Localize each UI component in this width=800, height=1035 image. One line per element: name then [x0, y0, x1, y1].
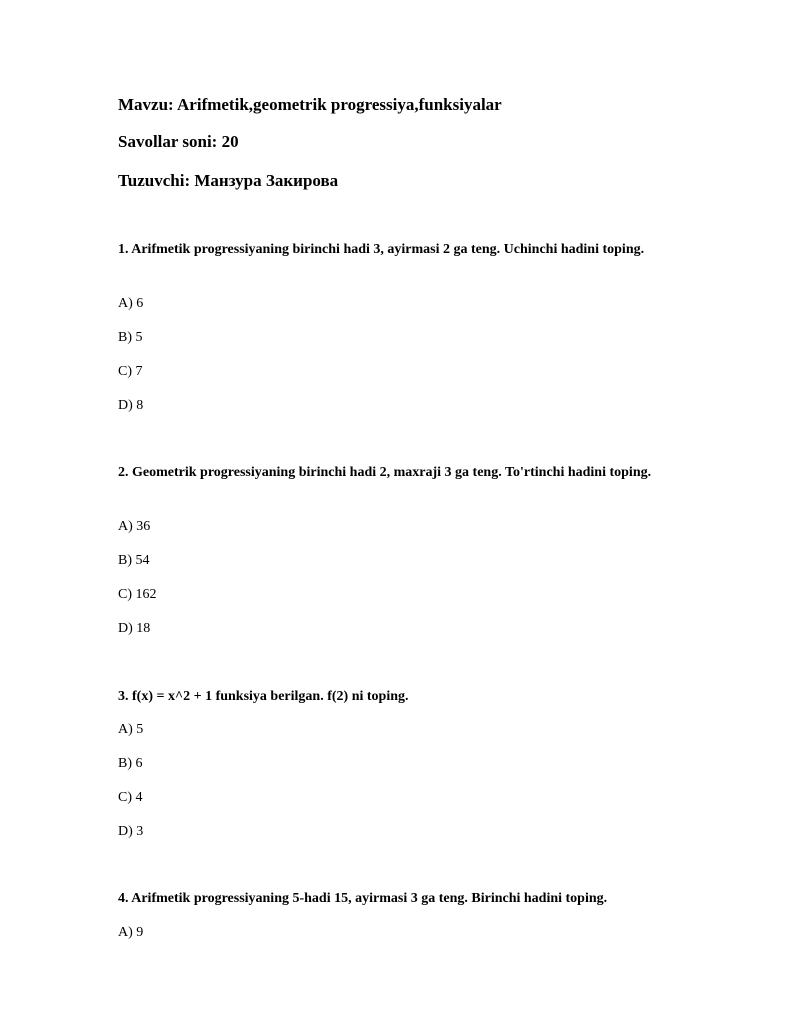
document-page: [118, 0, 678, 1035]
question-3-option-b: B) 6: [118, 756, 143, 771]
question-3-option-a: A) 5: [118, 722, 144, 737]
question-2-option-d: D) 18: [118, 621, 151, 636]
question-4-option-a: A) 9: [118, 925, 144, 940]
question-1-text: 1. Arifmetik progressiyaning birinchi hadi 3, ayirmasi 2 ga teng. Uchinchi hadini toping.: [118, 242, 645, 257]
question-2-option-a: A) 36: [118, 519, 151, 534]
question-2-text: 2. Geometrik progressiyaning birinchi hadi 2, maxraji 3 ga teng. To'rtinchi hadini toping.: [118, 465, 652, 480]
question-1-option-d: D) 8: [118, 398, 144, 413]
question-count-heading: Savollar soni: 20: [118, 132, 239, 151]
question-1-option-a: A) 6: [118, 296, 144, 311]
question-2-option-c: C) 162: [118, 587, 157, 602]
question-4-text: 4. Arifmetik progressiyaning 5-hadi 15, ayirmasi 3 ga teng. Birinchi hadini toping.: [118, 891, 608, 906]
question-1-option-b: B) 5: [118, 330, 143, 345]
topic-heading: Mavzu: Arifmetik,geometrik progressiya,funksiyalar: [118, 95, 502, 114]
question-3-option-d: D) 3: [118, 824, 144, 839]
author-heading: Tuzuvchi: Манзура Закирова: [118, 171, 339, 190]
question-1-option-c: C) 7: [118, 364, 143, 379]
question-2-option-b: B) 54: [118, 553, 150, 568]
question-3-text: 3. f(x) = x^2 + 1 funksiya berilgan. f(2) ni toping.: [118, 689, 409, 704]
question-3-option-c: C) 4: [118, 790, 143, 805]
